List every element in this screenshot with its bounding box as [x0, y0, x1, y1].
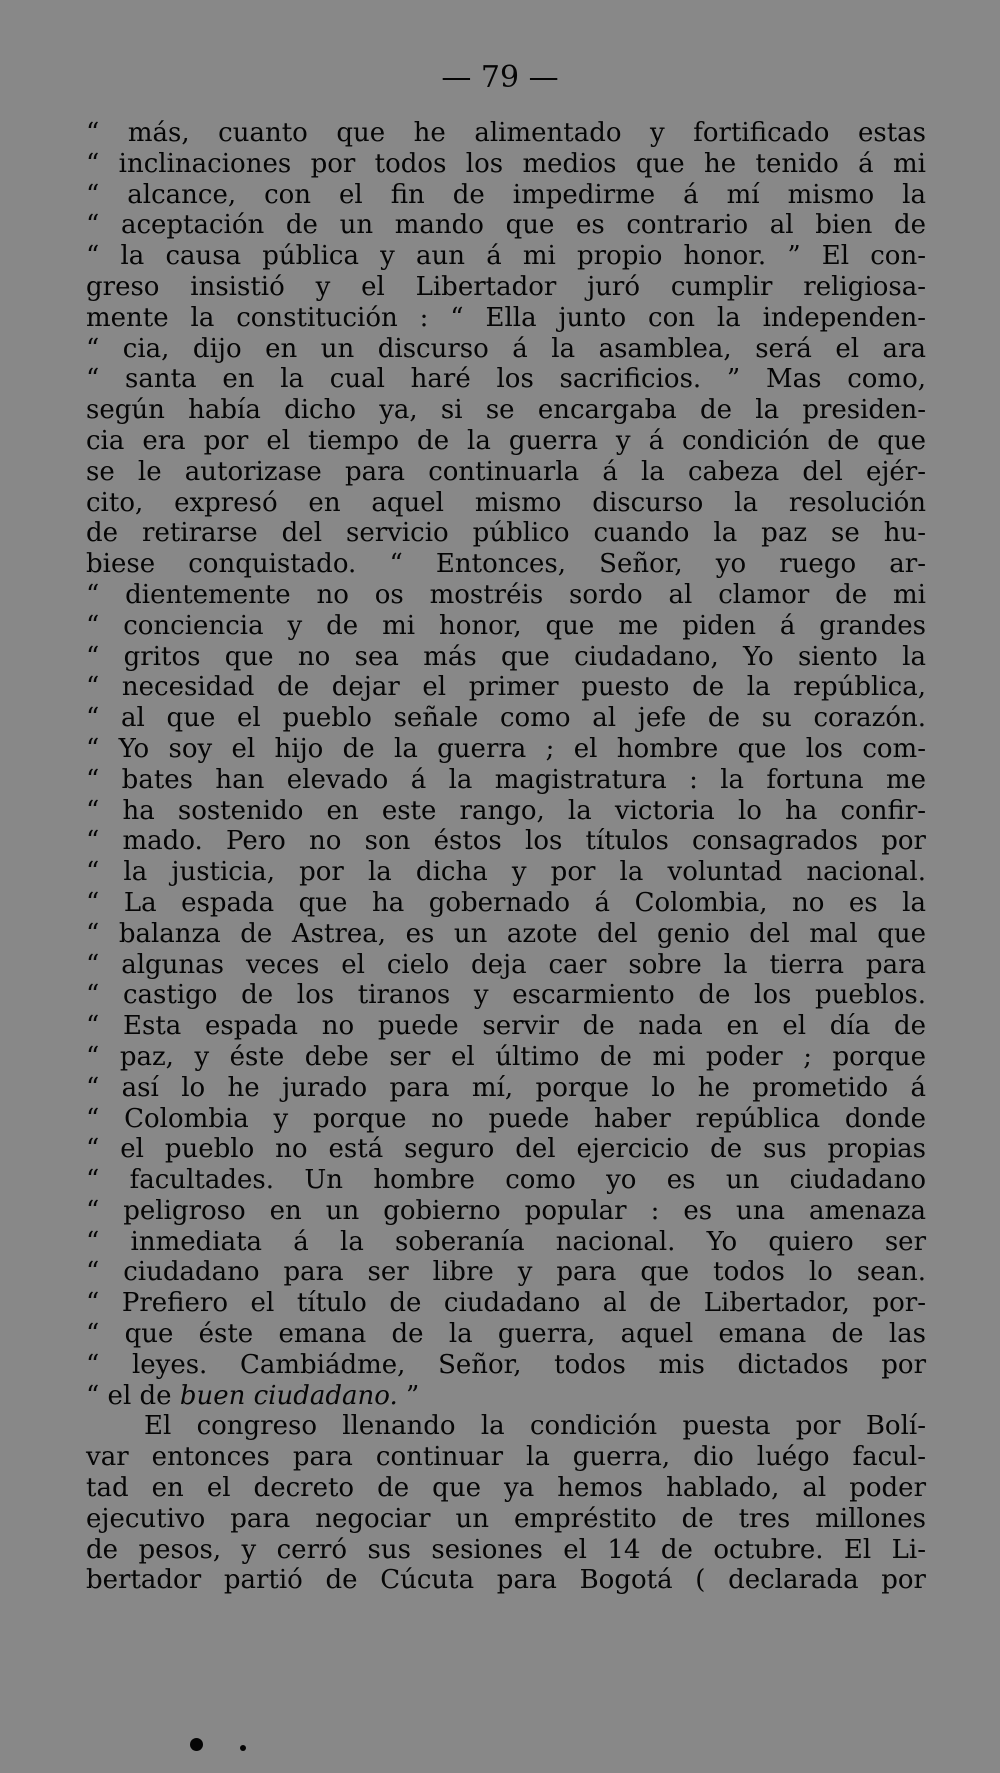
- text-line: “ la causa pública y aun á mi propio honor. ” El con-: [86, 241, 926, 272]
- text-line-prefix: “ el de: [86, 1380, 180, 1411]
- text-line: “ inclinaciones por todos los medios que he tenido á mi: [86, 148, 926, 179]
- text-line: “ balanza de Astrea, es un azote del genio del mal que: [86, 918, 926, 949]
- text-line: “ aceptación de un mando que es contrario al bien de: [86, 210, 926, 241]
- text-line: [86, 1381, 926, 1412]
- text-line: “ el pueblo no está seguro del ejercicio de sus propias: [86, 1134, 926, 1165]
- text-line: cito, expresó en aquel mismo discurso la resolución: [86, 487, 926, 518]
- ink-speck: [240, 1745, 246, 1751]
- text-line: “ la justicia, por la dicha y por la voluntad nacional.: [86, 857, 926, 888]
- body-text: [86, 118, 926, 1596]
- text-line: “ bates han elevado á la magistratura : la fortuna me: [86, 764, 926, 795]
- text-line: “ Yo soy el hijo de la guerra ; el hombre que los com-: [86, 733, 926, 764]
- text-line: “ al que el pueblo señale como al jefe de su corazón.: [86, 703, 926, 734]
- page-number: — 79 —: [441, 60, 559, 95]
- text-line: “ leyes. Cambiádme, Señor, todos mis dictados por: [86, 1349, 926, 1380]
- text-line: “ que éste emana de la guerra, aquel emana de las: [86, 1319, 926, 1350]
- text-line: “ dientemente no os mostréis sordo al clamor de mi: [86, 579, 926, 610]
- text-line: “ inmediata á la soberanía nacional. Yo quiero ser: [86, 1226, 926, 1257]
- text-line: “ Prefiero el título de ciudadano al de Libertador, por-: [86, 1288, 926, 1319]
- paragraph-line: ejecutivo para negociar un empréstito de tres millones: [86, 1503, 926, 1534]
- italic-phrase: buen ciudadano.: [179, 1380, 398, 1411]
- text-line: “ Colombia y porque no puede haber república donde: [86, 1103, 926, 1134]
- text-line: “ paz, y éste debe ser el último de mi poder ; porque: [86, 1041, 926, 1072]
- text-line: “ Esta espada no puede servir de nada en el día de: [86, 1011, 926, 1042]
- text-line: “ algunas veces el cielo deja caer sobre la tierra para: [86, 949, 926, 980]
- text-line: greso insistió y el Libertador juró cumplir religiosa-: [86, 271, 926, 302]
- text-line: “ necesidad de dejar el primer puesto de la república,: [86, 672, 926, 703]
- text-line: “ facultades. Un hombre como yo es un ciudadano: [86, 1165, 926, 1196]
- text-line: “ ha sostenido en este rango, la victoria lo ha confir-: [86, 795, 926, 826]
- text-line: de retirarse del servicio público cuando la paz se hu-: [86, 518, 926, 549]
- text-line: biese conquistado. “ Entonces, Señor, yo ruego ar-: [86, 549, 926, 580]
- paragraph-line: bertador partió de Cúcuta para Bogotá ( declarada por: [86, 1565, 926, 1596]
- text-line: mente la constitución : “ Ella junto con la independen-: [86, 302, 926, 333]
- text-line: “ mado. Pero no son éstos los títulos consagrados por: [86, 826, 926, 857]
- text-line-suffix: ”: [397, 1380, 420, 1411]
- paragraph-line: tad en el decreto de que ya hemos hablado, al poder: [86, 1473, 926, 1504]
- text-line: “ alcance, con el fin de impedirme á mí mismo la: [86, 179, 926, 210]
- text-line: se le autorizase para continuarla á la cabeza del ejér-: [86, 456, 926, 487]
- text-line: “ así lo he jurado para mí, porque lo he prometido á: [86, 1072, 926, 1103]
- text-line: “ santa en la cual haré los sacrificios. ” Mas como,: [86, 364, 926, 395]
- text-line: “ La espada que ha gobernado á Colombia, no es la: [86, 887, 926, 918]
- paragraph-line: var entonces para continuar la guerra, dio luégo facul-: [86, 1442, 926, 1473]
- paragraph-line: de pesos, y cerró sus sesiones el 14 de octubre. El Li-: [86, 1534, 926, 1565]
- text-line: “ más, cuanto que he alimentado y fortificado estas: [86, 118, 926, 148]
- paragraph-line: El congreso llenando la condición puesta por Bolí-: [144, 1411, 926, 1442]
- text-line: “ castigo de los tiranos y escarmiento de los pueblos.: [86, 980, 926, 1011]
- text-line: “ ciudadano para ser libre y para que todos lo sean.: [86, 1257, 926, 1288]
- text-line: “ conciencia y de mi honor, que me piden á grandes: [86, 610, 926, 641]
- text-line: “ cia, dijo en un discurso á la asamblea, será el ara: [86, 333, 926, 364]
- text-line: “ gritos que no sea más que ciudadano, Yo siento la: [86, 641, 926, 672]
- ink-speck: [190, 1738, 203, 1751]
- text-line: según había dicho ya, si se encargaba de la presiden-: [86, 395, 926, 426]
- text-line: cia era por el tiempo de la guerra y á condición de que: [86, 425, 926, 456]
- text-line: “ peligroso en un gobierno popular : es una amenaza: [86, 1195, 926, 1226]
